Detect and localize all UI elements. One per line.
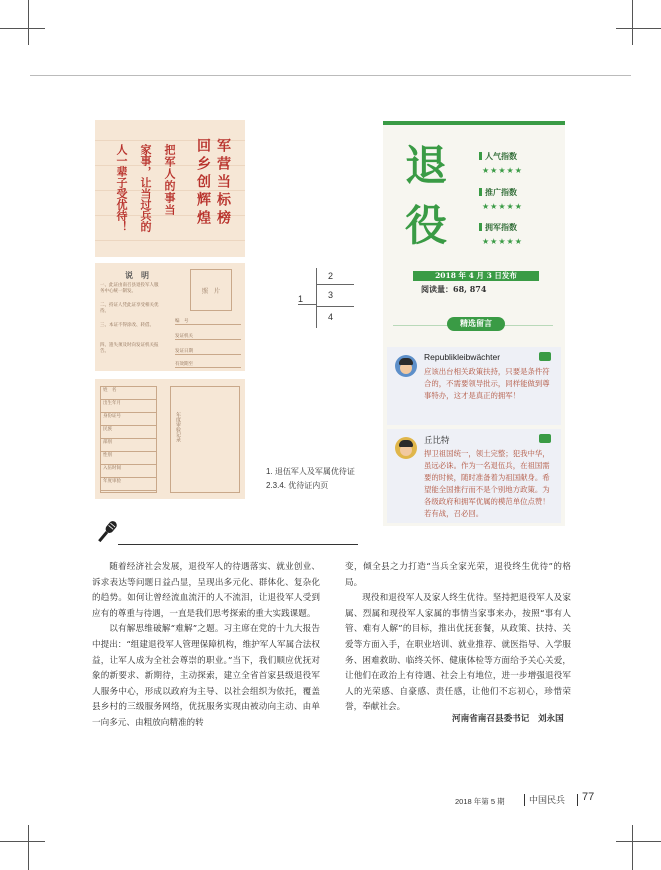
wechat-panel (383, 121, 565, 526)
form-field: 有效期至 (175, 361, 241, 368)
diagram-line (316, 284, 354, 285)
paragraph: 变，倾全县之力打造“当兵全家光荣，退役终生优待”的格局。 (345, 562, 571, 588)
metric-label: 人气指数 (479, 151, 517, 162)
table-row: 身份证号 (101, 413, 156, 426)
crop-mark (616, 28, 661, 29)
table-row: 入伍时间 (101, 465, 156, 478)
paragraph: 以有解思维破解“难解”之题。习主席在党的十九大报告中提出：“组建退役军人管理保障机构，维护军人军属合法权益，让军人成为全社会尊崇的职业。”当下，我们顺应优抚对象的新要求、新期待，主动探索，建立全省首家县级退役军人服务中心，形成以政府为主导、以社会组织为依托，覆盖县乡村的三级服务网络，优抚服务实现由被动向主动、由单一向多元、由粗放向精准的转 (92, 624, 320, 728)
table-row: 年度审验 (101, 478, 156, 491)
certificate-record-page (95, 379, 245, 499)
microphone-icon (92, 517, 122, 547)
photo-caption: 1. 退伍军人及军属优待证 (266, 467, 355, 476)
card-note: 四、遗失须及时向发证机关报告。 (100, 343, 159, 354)
crop-mark (28, 825, 29, 870)
paragraph: 现役和退役军人及家人终生优待。坚持把退役军人及家属、烈属和现役军人家属的事情当家事来办，按照“事有人管、难有人解”的目标，推出优抚套餐，从政策、扶持、关爱等方面入手，在职业培训、就业推荐、就医指导、入学服务、困难救助、临终关怀、健康体检等方面给予关心关爱，让他们在政治上有待遇、社会上有地位，进一步增强退役军人的光荣感、自豪感、责任感，让他们不忘初心，珍惜荣誉，奉献社会。 (345, 593, 571, 713)
diagram-line (316, 268, 317, 328)
avatar (395, 355, 417, 377)
page-number: 77 (582, 791, 595, 803)
table-row: 出生年月 (101, 400, 156, 413)
featured-comments-badge: 精选留言 (447, 317, 505, 331)
comment-text: 应该出台相关政策扶持，只要是条件符合的，不需要领导批示，同样能做到尊事特办，这才是真正的拥军！ (424, 367, 550, 400)
calligraphy-col: 人一辈子受优待！ (115, 144, 128, 232)
table-row: 性别 (101, 452, 156, 465)
diagram-line (316, 306, 354, 307)
thumbs-up-icon[interactable] (539, 352, 551, 361)
table-row: 民族 (101, 426, 156, 439)
photo-placeholder: 照 片 (190, 269, 232, 311)
avatar (395, 437, 417, 459)
thumbs-up-icon[interactable] (539, 434, 551, 443)
form-field: 发证日期 (175, 348, 241, 355)
info-table (100, 386, 157, 493)
panel-accent-bar (383, 121, 565, 125)
comment-text: 捍卫祖国统一，领土完整；犯我中华，虽远必诛。作为一名退伍兵，在祖国需要的时候，随时准备着为祖国献身。希望能全国推行而不是个别地方政策。为各级政府和拥军优属的模范单位点赞！若有战，召必回。 (424, 449, 550, 518)
star-rating: ★★★★★ (482, 237, 523, 246)
comment-card (387, 429, 561, 523)
form-field: 编 号 (175, 318, 241, 325)
section-rule (118, 544, 358, 545)
crop-mark (632, 825, 633, 870)
header-rule (30, 75, 631, 76)
photo-caption: 2.3.4. 优待证内页 (266, 481, 329, 490)
commenter-name: Republikleibwächter (424, 352, 501, 362)
article-left-column (92, 560, 320, 732)
card-note: 三、本证不得涂改、转借。 (100, 323, 154, 328)
card-title: 说 明 (125, 270, 149, 280)
diagram-label-3: 3 (328, 290, 334, 300)
title-char: 役 (405, 201, 448, 250)
stamp-box (170, 386, 240, 493)
title-char: 退 (405, 141, 448, 190)
calligraphy-col: 家事，让当过兵的 (139, 144, 152, 232)
author-signature: 河南省南召县委书记 刘永国 (452, 713, 564, 723)
star-rating: ★★★★★ (482, 166, 523, 175)
diagram-label-1: 1 (298, 294, 304, 304)
article-right-column (345, 560, 571, 716)
crop-mark (616, 841, 661, 842)
folio-divider (577, 794, 578, 806)
read-count: 阅读量：68, 874 (421, 284, 487, 294)
card-note: 一、此证由南召县退役军人服务中心统一制发。 (100, 283, 159, 294)
certificate-cover-photo (95, 120, 245, 257)
commenter-name: 丘比特 (424, 435, 450, 445)
publish-date: 2018 年 4 月 3 日发布 (413, 271, 539, 281)
stamp-label: 年度审验记录 (175, 412, 181, 442)
diagram-label-4: 4 (328, 312, 334, 322)
card-note: 二、持证人凭此证享受相关优待。 (100, 303, 159, 314)
paragraph: 随着经济社会发展，退役军人的待遇落实、就业创业、诉求表达等问题日益凸显，呈现出多元化、群体化、复杂化的趋势。如何让曾经流血流汗的人不流泪，让退役军人受到应有的尊重与待遇，一直是我们思考探索的重大实践课题。 (92, 562, 320, 619)
metric-label: 拥军指数 (479, 222, 517, 233)
crop-mark (632, 0, 633, 45)
table-row: 部别 (101, 439, 156, 452)
magazine-name: 中国民兵 (529, 795, 566, 805)
crop-mark (0, 841, 45, 842)
calligraphy-col: 回乡创辉煌 (195, 138, 211, 228)
table-row: 姓 名 (101, 387, 156, 400)
crop-mark (28, 0, 29, 45)
diagram-line (298, 304, 316, 305)
star-rating: ★★★★★ (482, 202, 523, 211)
crop-mark (0, 28, 45, 29)
metric-label: 推广指数 (479, 187, 517, 198)
certificate-inner-page (95, 263, 245, 371)
calligraphy-col: 把军人的事当 (163, 144, 176, 216)
calligraphy-col: 军营当标榜 (215, 138, 231, 228)
folio-divider (524, 794, 525, 806)
comment-card (387, 347, 561, 425)
issue-number: 2018 年第 5 期 (455, 797, 505, 806)
diagram-label-2: 2 (328, 271, 334, 281)
form-field: 发证机关 (175, 333, 241, 340)
